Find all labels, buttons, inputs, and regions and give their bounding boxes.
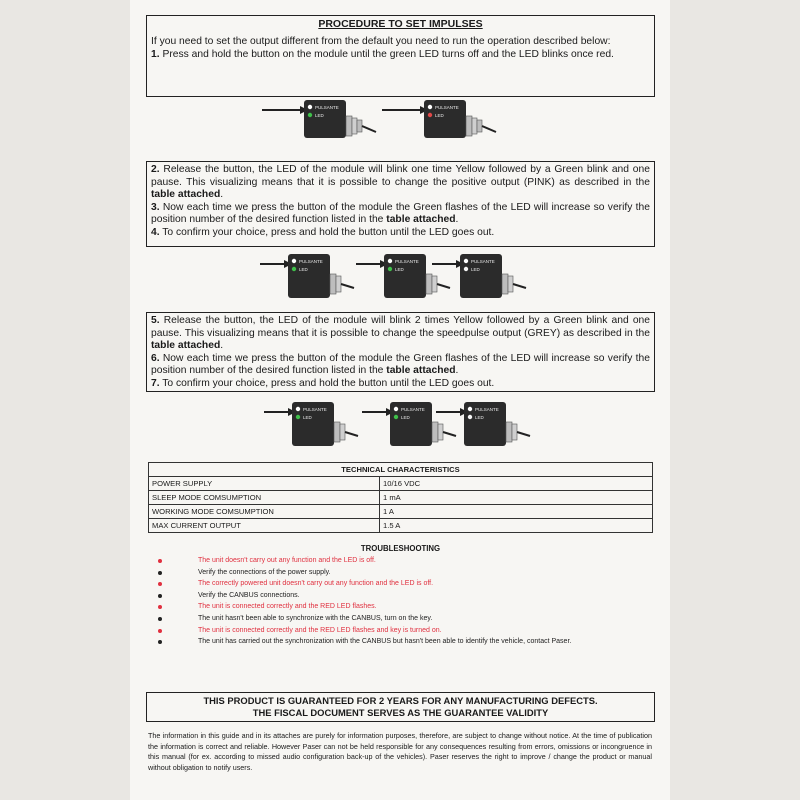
steps-2-4-box <box>146 161 655 247</box>
svg-text:PULSANTE: PULSANTE <box>299 259 323 264</box>
list-item: Verify the connections of the power supply. <box>152 569 652 581</box>
svg-text:PULSANTE: PULSANTE <box>401 407 425 412</box>
tech-characteristics-table <box>148 462 653 533</box>
svg-text:PULSANTE: PULSANTE <box>435 105 459 110</box>
list-item: The unit hasn't been able to synchronize with the CANBUS, turn on the key. <box>152 615 652 627</box>
svg-text:LED: LED <box>435 113 444 118</box>
module-led-green-a <box>260 254 354 298</box>
table-row: SLEEP MODE COMSUMPTION 1 mA <box>149 491 653 505</box>
svg-text:LED: LED <box>303 415 312 420</box>
module-led-green-c <box>264 402 358 446</box>
troubleshooting-list <box>152 557 652 658</box>
step-3: 3. Now each time we press the button of the module the Green flashes of the LED will increase so verify the position number of the desired function listed in the table attached. <box>151 201 650 226</box>
bullet-icon <box>158 571 162 575</box>
list-item: The unit doesn't carry out any function and the LED is off. <box>152 557 652 569</box>
svg-text:LED: LED <box>299 267 308 272</box>
svg-text:LED: LED <box>475 415 484 420</box>
bullet-icon <box>158 629 162 633</box>
list-item: Verify the CANBUS connections. <box>152 592 652 604</box>
table-row: POWER SUPPLY 10/16 VDC <box>149 477 653 491</box>
procedure-intro-box <box>146 15 655 97</box>
step-5: 5. Release the button, the LED of the module will blink 2 times Yellow followed by a Green blink and one pause. This visualizing means that it is possible to change the speedpulse output (GREY) as described in the table attached. <box>151 315 650 352</box>
module-illustration-row-3 <box>260 400 540 458</box>
module-led-green <box>262 100 376 138</box>
bullet-icon <box>158 594 162 598</box>
guarantee-box <box>146 692 655 722</box>
step-6: 6. Now each time we press the button of the module the Green flashes of the LED will increase so verify the position number of the desired function listed in the table attached. <box>151 352 650 377</box>
svg-text:LED: LED <box>401 415 410 420</box>
step-1: 1. Press and hold the button on the module until the green LED turns off and the LED blinks once red. <box>151 48 614 60</box>
bullet-icon <box>158 582 162 586</box>
module-led-green-d <box>362 402 456 446</box>
list-item: The unit is connected correctly and the RED LED flashes and key is turned on. <box>152 627 652 639</box>
svg-text:LED: LED <box>315 113 324 118</box>
step-4: 4. To confirm your choice, press and hold the button until the LED goes out. <box>151 226 495 238</box>
table-row: WORKING MODE COMSUMPTION 1 A <box>149 505 653 519</box>
step-2: 2. Release the button, the LED of the module will blink one time Yellow followed by a Green blink and one pause. This visualizing means that it is possible to change the positive output (PINK) as described in the table attached. <box>151 164 650 201</box>
svg-text:PULSANTE: PULSANTE <box>395 259 419 264</box>
bullet-icon <box>158 640 162 644</box>
guarantee-line-1: THIS PRODUCT IS GUARANTEED FOR 2 YEARS FOR ANY MANUFACTURING DEFECTS. <box>203 695 598 706</box>
module-led-red <box>382 100 496 138</box>
troubleshooting-title: TROUBLESHOOTING <box>360 544 441 553</box>
module-illustration-row-2 <box>256 250 536 310</box>
svg-text:PULSANTE: PULSANTE <box>471 259 495 264</box>
tech-table-title: TECHNICAL CHARACTERISTICS <box>149 463 653 477</box>
svg-text:PULSANTE: PULSANTE <box>303 407 327 412</box>
disclaimer-text: The information in this guide and in its attaches are purely for information purposes, therefore, are subject to change without notice. At the time of publication the information is correct and reliable. However Paser can not be held responsible for any consequences resulting from errors, omissions or incongruence in this manual (for ex. according to missed audio configuration back-up of the vehicles). Paser reserves the right to improve / change the product or manual without obligation to notify users. <box>148 731 652 773</box>
module-illustration-row-1 <box>258 98 498 152</box>
guarantee-line-2: THE FISCAL DOCUMENT SERVES AS THE GUARANTEE VALIDITY <box>252 707 549 718</box>
bullet-icon <box>158 605 162 609</box>
module-led-white <box>432 254 526 298</box>
led-green <box>308 113 312 117</box>
step-7: 7. To confirm your choice, press and hold the button until the LED goes out. <box>151 377 495 389</box>
module-led-white-b <box>436 402 530 446</box>
svg-text:LED: LED <box>471 267 480 272</box>
svg-text:PULSANTE: PULSANTE <box>475 407 499 412</box>
list-item: The unit is connected correctly and the RED LED flashes. <box>152 603 652 615</box>
list-item: The unit has carried out the synchronization with the CANBUS but hasn't been able to identify the vehicle, contact Paser. <box>152 638 652 658</box>
list-item: The correctly powered unit doesn't carry out any function and the LED is off. <box>152 580 652 592</box>
led-red <box>428 113 432 117</box>
svg-text:LED: LED <box>395 267 404 272</box>
table-row: MAX CURRENT OUTPUT 1.5 A <box>149 519 653 533</box>
intro-text: If you need to set the output different from the default you need to run the operation described below: <box>151 36 611 47</box>
procedure-title: PROCEDURE TO SET IMPULSES <box>318 18 483 30</box>
bullet-icon <box>158 559 162 563</box>
svg-text:PULSANTE: PULSANTE <box>315 105 339 110</box>
bullet-icon <box>158 617 162 621</box>
steps-5-7-box <box>146 312 655 392</box>
module-led-green-b <box>356 254 450 298</box>
